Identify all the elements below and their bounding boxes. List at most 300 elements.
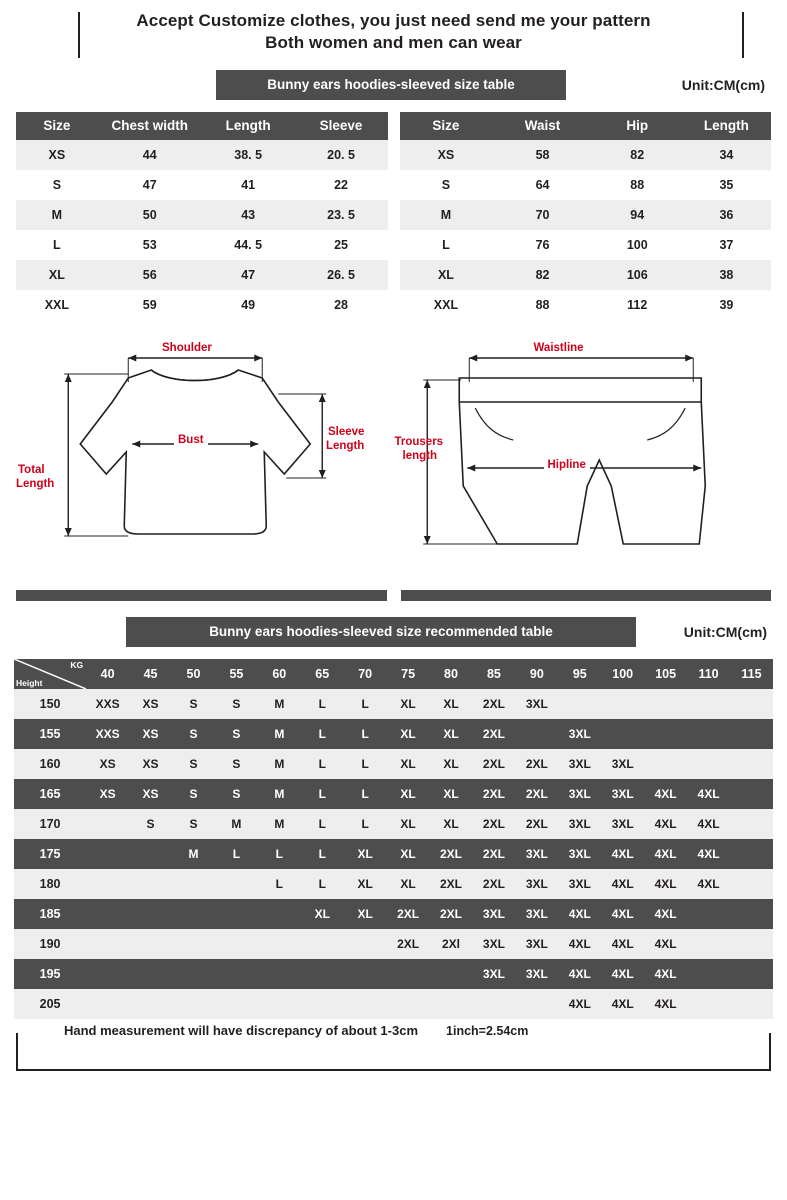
height-label: 205	[14, 989, 86, 1019]
weight-header: 95	[558, 659, 601, 689]
recommend-header-row	[14, 659, 773, 689]
size-cell	[687, 749, 730, 779]
cell-sleeve: 20. 5	[295, 140, 388, 170]
label-shoulder: Shoulder	[162, 342, 212, 354]
size-cell	[215, 929, 258, 959]
divider-bar-left	[16, 590, 387, 601]
size-cell: XL	[430, 749, 473, 779]
size-cell: S	[172, 689, 215, 719]
arrow-down	[65, 528, 72, 536]
table-row	[400, 230, 772, 260]
size-cell	[730, 869, 773, 899]
size-cell	[258, 959, 301, 989]
size-cell: 4XL	[601, 839, 644, 869]
size-cell: 3XL	[515, 689, 558, 719]
cell-size: XXL	[400, 290, 493, 320]
size-cell: M	[172, 839, 215, 869]
divider-bar-right	[401, 590, 772, 601]
diagram-bottom-garment	[394, 336, 772, 586]
size-cell: 3XL	[515, 839, 558, 869]
size-cell: S	[215, 689, 258, 719]
size-cell: M	[258, 719, 301, 749]
weight-header: 65	[301, 659, 344, 689]
size-cell: 4XL	[687, 779, 730, 809]
size-cell: L	[301, 719, 344, 749]
label-hipline: Hipline	[544, 459, 590, 472]
weight-header: 50	[172, 659, 215, 689]
size-cell	[86, 839, 129, 869]
header-line-2: Both women and men can wear	[265, 33, 522, 52]
size-cell	[730, 689, 773, 719]
cell-waist: 76	[492, 230, 592, 260]
size-cell: 3XL	[558, 809, 601, 839]
arrow-right	[685, 355, 693, 362]
size-cell	[730, 959, 773, 989]
size-cell: 2XL	[387, 899, 430, 929]
col-chest-width: Chest width	[98, 112, 202, 140]
top-garment-svg	[16, 336, 387, 586]
size-cell	[215, 899, 258, 929]
size-cell: 4XL	[644, 839, 687, 869]
size-cell: 2Xl	[430, 929, 473, 959]
size-cell: 2XL	[515, 779, 558, 809]
weight-header: 60	[258, 659, 301, 689]
height-label: 185	[14, 899, 86, 929]
weight-header: 80	[430, 659, 473, 689]
cell-length: 49	[202, 290, 295, 320]
label-sleeve-length-line2: Length	[326, 440, 365, 452]
size-cell: 2XL	[472, 869, 515, 899]
corner-height-label: Height	[16, 678, 43, 688]
size-cell: XS	[86, 749, 129, 779]
size-cell: XL	[430, 779, 473, 809]
size-cell: M	[215, 809, 258, 839]
height-label: 195	[14, 959, 86, 989]
col-sleeve: Sleeve	[295, 112, 388, 140]
weight-header: 55	[215, 659, 258, 689]
size-cell	[129, 869, 172, 899]
size-cell: XS	[129, 689, 172, 719]
recommend-row	[14, 989, 773, 1019]
table-row	[400, 260, 772, 290]
diagram-top-garment	[16, 336, 387, 586]
size-cell: 4XL	[558, 929, 601, 959]
size-cell	[86, 929, 129, 959]
size-cell: 2XL	[430, 839, 473, 869]
size-cell	[730, 749, 773, 779]
size-cell: 4XL	[687, 869, 730, 899]
size-cell: XL	[387, 869, 430, 899]
header-rule-right	[742, 12, 744, 58]
label-waistline: Waistline	[533, 342, 584, 354]
size-cell	[687, 719, 730, 749]
cell-sleeve: 22	[295, 170, 388, 200]
size-cell: 2XL	[430, 869, 473, 899]
size-cell	[387, 959, 430, 989]
height-label: 150	[14, 689, 86, 719]
label-bust: Bust	[174, 434, 208, 447]
size-cell	[601, 719, 644, 749]
size-cell: L	[344, 749, 387, 779]
corner-header	[14, 659, 86, 689]
label-trousers-length-line2: length	[402, 450, 437, 462]
size-cell	[86, 869, 129, 899]
size-cell: 3XL	[558, 749, 601, 779]
size-cell	[515, 989, 558, 1019]
size-cell: 4XL	[644, 869, 687, 899]
size-cell	[172, 899, 215, 929]
size-cell: XL	[430, 719, 473, 749]
size-cell	[644, 749, 687, 779]
size-cell: L	[301, 779, 344, 809]
size-cell	[430, 959, 473, 989]
size-cell: L	[301, 689, 344, 719]
cell-length: 36	[682, 200, 771, 230]
size-cell	[172, 869, 215, 899]
cell-length: 38. 5	[202, 140, 295, 170]
size-cell	[687, 899, 730, 929]
cell-size: L	[16, 230, 98, 260]
col-length: Length	[682, 112, 771, 140]
size-cell	[129, 839, 172, 869]
table-row	[16, 290, 388, 320]
cell-length: 43	[202, 200, 295, 230]
size-cell: 2XL	[472, 689, 515, 719]
size-cell: S	[215, 749, 258, 779]
cell-size: XL	[16, 260, 98, 290]
size-cell: XL	[344, 869, 387, 899]
arrow-left	[467, 465, 475, 472]
size-cell: 3XL	[515, 869, 558, 899]
recommend-table-title: Bunny ears hoodies-sleeved size recommended table	[126, 617, 636, 647]
size-cell: 2XL	[515, 809, 558, 839]
weight-header: 40	[86, 659, 129, 689]
size-cell: 2XL	[472, 749, 515, 779]
size-cell: 3XL	[472, 959, 515, 989]
size-table-unit: Unit:CM(cm)	[681, 77, 765, 93]
size-cell: XS	[129, 749, 172, 779]
size-cell	[258, 989, 301, 1019]
corner-kg-label: KG	[70, 660, 84, 670]
size-cell: 4XL	[558, 899, 601, 929]
size-cell: S	[215, 779, 258, 809]
size-table-titlebar-row	[0, 70, 787, 100]
size-cell	[472, 989, 515, 1019]
size-cell: L	[301, 749, 344, 779]
weight-header: 110	[687, 659, 730, 689]
cell-sleeve: 23. 5	[295, 200, 388, 230]
size-cell: L	[215, 839, 258, 869]
size-cell: 3XL	[558, 779, 601, 809]
size-cell: 2XL	[430, 899, 473, 929]
recommend-row	[14, 779, 773, 809]
size-cell	[215, 869, 258, 899]
cell-length: 39	[682, 290, 771, 320]
weight-header: 105	[644, 659, 687, 689]
arrow-up	[65, 374, 72, 382]
cell-sleeve: 28	[295, 290, 388, 320]
size-cell: L	[344, 809, 387, 839]
size-cell	[687, 929, 730, 959]
size-cell	[730, 839, 773, 869]
size-cell: XL	[430, 689, 473, 719]
table-row	[16, 260, 388, 290]
size-cell	[644, 689, 687, 719]
size-cell: XXS	[86, 689, 129, 719]
size-cell: 2XL	[472, 779, 515, 809]
arrow-left	[128, 355, 136, 362]
col-waist: Waist	[492, 112, 592, 140]
height-label: 160	[14, 749, 86, 779]
cell-size: M	[400, 200, 493, 230]
recommend-row	[14, 899, 773, 929]
cell-length: 47	[202, 260, 295, 290]
size-cell	[730, 719, 773, 749]
weight-header: 85	[472, 659, 515, 689]
size-cell	[129, 899, 172, 929]
height-label: 170	[14, 809, 86, 839]
cell-sleeve: 25	[295, 230, 388, 260]
size-cell: M	[258, 689, 301, 719]
size-cell	[687, 689, 730, 719]
size-cell: 3XL	[558, 839, 601, 869]
size-cell	[387, 989, 430, 1019]
size-cell	[687, 989, 730, 1019]
weight-header: 45	[129, 659, 172, 689]
cell-hip: 112	[593, 290, 682, 320]
header-line-1: Accept Customize clothes, you just need send me your pattern	[136, 11, 651, 30]
size-cell: S	[172, 779, 215, 809]
size-cell	[215, 989, 258, 1019]
cell-chest: 44	[98, 140, 202, 170]
table-row	[16, 230, 388, 260]
table-header-row	[16, 112, 388, 140]
size-cell: 4XL	[687, 839, 730, 869]
size-cell: 4XL	[558, 989, 601, 1019]
size-cell	[730, 929, 773, 959]
size-cell	[730, 779, 773, 809]
cell-waist: 82	[492, 260, 592, 290]
footer-conversion: 1inch=2.54cm	[440, 1024, 534, 1038]
size-cell: XXS	[86, 719, 129, 749]
cell-length: 37	[682, 230, 771, 260]
cell-size: XS	[16, 140, 98, 170]
size-cell	[86, 899, 129, 929]
size-table-top	[16, 112, 388, 320]
size-cell: 4XL	[644, 929, 687, 959]
size-cell	[515, 719, 558, 749]
size-cell: L	[301, 839, 344, 869]
size-cell	[730, 899, 773, 929]
size-cell	[86, 989, 129, 1019]
size-cell: 3XL	[601, 779, 644, 809]
height-label: 190	[14, 929, 86, 959]
cell-length: 44. 5	[202, 230, 295, 260]
section-divider-bars	[0, 590, 787, 601]
arrow-right	[250, 441, 258, 448]
cell-length: 35	[682, 170, 771, 200]
cell-waist: 58	[492, 140, 592, 170]
table-row	[16, 170, 388, 200]
cell-size: XS	[400, 140, 493, 170]
size-cell: XL	[301, 899, 344, 929]
cell-hip: 88	[593, 170, 682, 200]
size-cell	[687, 959, 730, 989]
page-header	[0, 0, 787, 54]
size-cell	[730, 989, 773, 1019]
size-cell: 3XL	[558, 719, 601, 749]
header-rule-left	[78, 12, 80, 58]
arrow-right	[254, 355, 262, 362]
size-cell	[129, 959, 172, 989]
cell-length: 38	[682, 260, 771, 290]
size-cell: L	[258, 839, 301, 869]
size-cell: S	[129, 809, 172, 839]
size-cell: 4XL	[601, 989, 644, 1019]
height-label: 175	[14, 839, 86, 869]
size-cell: XL	[430, 809, 473, 839]
size-cell: XL	[387, 749, 430, 779]
size-cell: 4XL	[558, 959, 601, 989]
label-total-length-line2: Length	[16, 478, 55, 490]
weight-header: 115	[730, 659, 773, 689]
arrow-left	[469, 355, 477, 362]
arrow-down	[423, 536, 430, 544]
cell-chest: 53	[98, 230, 202, 260]
recommend-table	[14, 659, 773, 1019]
table-row	[400, 290, 772, 320]
size-cell: 4XL	[601, 899, 644, 929]
weight-header: 90	[515, 659, 558, 689]
size-cell: XL	[387, 839, 430, 869]
recommend-titlebar-row	[0, 617, 787, 647]
size-tables	[0, 112, 787, 320]
height-label: 165	[14, 779, 86, 809]
cell-size: S	[16, 170, 98, 200]
size-cell: L	[258, 869, 301, 899]
col-size: Size	[16, 112, 98, 140]
cell-hip: 82	[593, 140, 682, 170]
size-cell: XS	[129, 779, 172, 809]
cell-chest: 47	[98, 170, 202, 200]
cell-length: 41	[202, 170, 295, 200]
size-cell	[129, 929, 172, 959]
measurement-diagrams	[0, 336, 787, 586]
col-length: Length	[202, 112, 295, 140]
size-cell: 3XL	[515, 899, 558, 929]
size-cell: 3XL	[515, 959, 558, 989]
size-cell	[301, 989, 344, 1019]
size-cell: S	[172, 719, 215, 749]
size-cell: 3XL	[601, 809, 644, 839]
size-cell: 2XL	[472, 809, 515, 839]
cell-size: L	[400, 230, 493, 260]
size-cell: 4XL	[687, 809, 730, 839]
cell-hip: 106	[593, 260, 682, 290]
size-cell	[172, 959, 215, 989]
size-cell	[301, 959, 344, 989]
size-table-title: Bunny ears hoodies-sleeved size table	[216, 70, 566, 100]
cell-chest: 56	[98, 260, 202, 290]
height-label: 180	[14, 869, 86, 899]
recommend-row	[14, 839, 773, 869]
cell-sleeve: 26. 5	[295, 260, 388, 290]
size-cell	[172, 989, 215, 1019]
size-cell: XL	[344, 839, 387, 869]
size-cell	[215, 959, 258, 989]
size-cell	[86, 959, 129, 989]
size-table-bottom	[400, 112, 772, 320]
size-cell: 4XL	[601, 929, 644, 959]
size-cell	[644, 719, 687, 749]
recommend-row	[14, 929, 773, 959]
size-cell: L	[344, 719, 387, 749]
weight-header: 75	[387, 659, 430, 689]
cell-size: XXL	[16, 290, 98, 320]
size-cell: M	[258, 749, 301, 779]
collar-line	[151, 370, 238, 381]
size-cell: M	[258, 779, 301, 809]
table-row	[400, 170, 772, 200]
pocket-left	[475, 408, 513, 440]
size-cell: L	[301, 869, 344, 899]
height-label: 155	[14, 719, 86, 749]
cell-size: XL	[400, 260, 493, 290]
size-cell: 4XL	[644, 989, 687, 1019]
size-cell: S	[172, 809, 215, 839]
arrow-right	[693, 465, 701, 472]
size-cell: 2XL	[472, 719, 515, 749]
cell-size: M	[16, 200, 98, 230]
size-cell: XL	[387, 689, 430, 719]
cell-length: 34	[682, 140, 771, 170]
size-cell: XL	[344, 899, 387, 929]
size-cell: 4XL	[644, 959, 687, 989]
size-cell	[172, 929, 215, 959]
weight-header: 70	[344, 659, 387, 689]
recommend-row	[14, 749, 773, 779]
size-cell: XS	[129, 719, 172, 749]
size-cell	[730, 809, 773, 839]
weight-header: 100	[601, 659, 644, 689]
arrow-down	[319, 470, 326, 478]
size-cell: 4XL	[601, 869, 644, 899]
size-cell	[430, 989, 473, 1019]
size-cell: 2XL	[387, 929, 430, 959]
cell-waist: 64	[492, 170, 592, 200]
table-row	[16, 140, 388, 170]
recommend-row	[14, 959, 773, 989]
size-cell	[301, 929, 344, 959]
size-cell: XL	[387, 809, 430, 839]
size-cell: 3XL	[472, 929, 515, 959]
arrow-up	[319, 394, 326, 402]
cell-hip: 100	[593, 230, 682, 260]
size-cell	[344, 929, 387, 959]
size-cell: 4XL	[601, 959, 644, 989]
cell-waist: 70	[492, 200, 592, 230]
size-cell: 2XL	[472, 839, 515, 869]
label-total-length-line1: Total	[18, 464, 45, 476]
table-row	[400, 140, 772, 170]
size-cell: 4XL	[644, 899, 687, 929]
size-cell	[258, 929, 301, 959]
size-cell	[258, 899, 301, 929]
size-cell: 3XL	[472, 899, 515, 929]
footer-note: Hand measurement will have discrepancy of about 1-3cm	[58, 1023, 424, 1038]
cell-chest: 50	[98, 200, 202, 230]
size-cell: XL	[387, 779, 430, 809]
